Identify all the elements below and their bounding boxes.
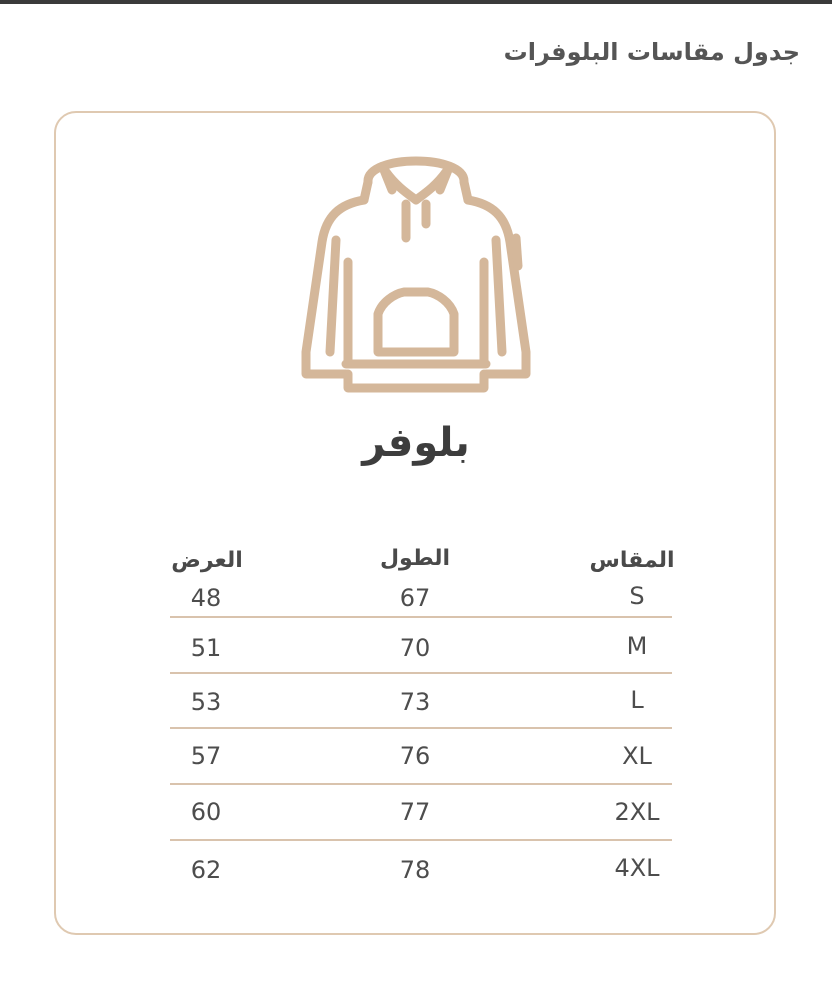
table-row-length: 78 [399,856,431,884]
row-divider [170,839,672,841]
header-width: العرض [171,548,243,573]
table-row-length: 76 [399,742,431,770]
page-title: جدول مقاسات البلوفرات [503,38,800,66]
table-row-size: S [629,582,645,610]
product-name: بلوفر [362,420,470,466]
table-row-length: 73 [399,688,431,716]
table-row-size: 2XL [614,798,660,826]
table-row-width: 57 [190,742,222,770]
table-row-length: 67 [399,584,431,612]
header-size: المقاس [589,548,675,573]
table-row-width: 60 [190,798,222,826]
table-row-length: 70 [399,634,431,662]
top-bar [0,0,832,4]
table-row-width: 48 [190,584,222,612]
table-row-size: 4XL [614,854,660,882]
row-divider [170,783,672,785]
table-row-width: 51 [190,634,222,662]
hoodie-icon [296,142,536,402]
table-row-size: XL [622,742,652,770]
row-divider [170,672,672,674]
table-row-width: 62 [190,856,222,884]
table-row-width: 53 [190,688,222,716]
row-divider [170,727,672,729]
table-row-size: M [626,632,648,660]
table-row-length: 77 [399,798,431,826]
row-divider [170,616,672,618]
table-row-size: L [630,686,644,714]
header-length: الطول [379,546,451,571]
